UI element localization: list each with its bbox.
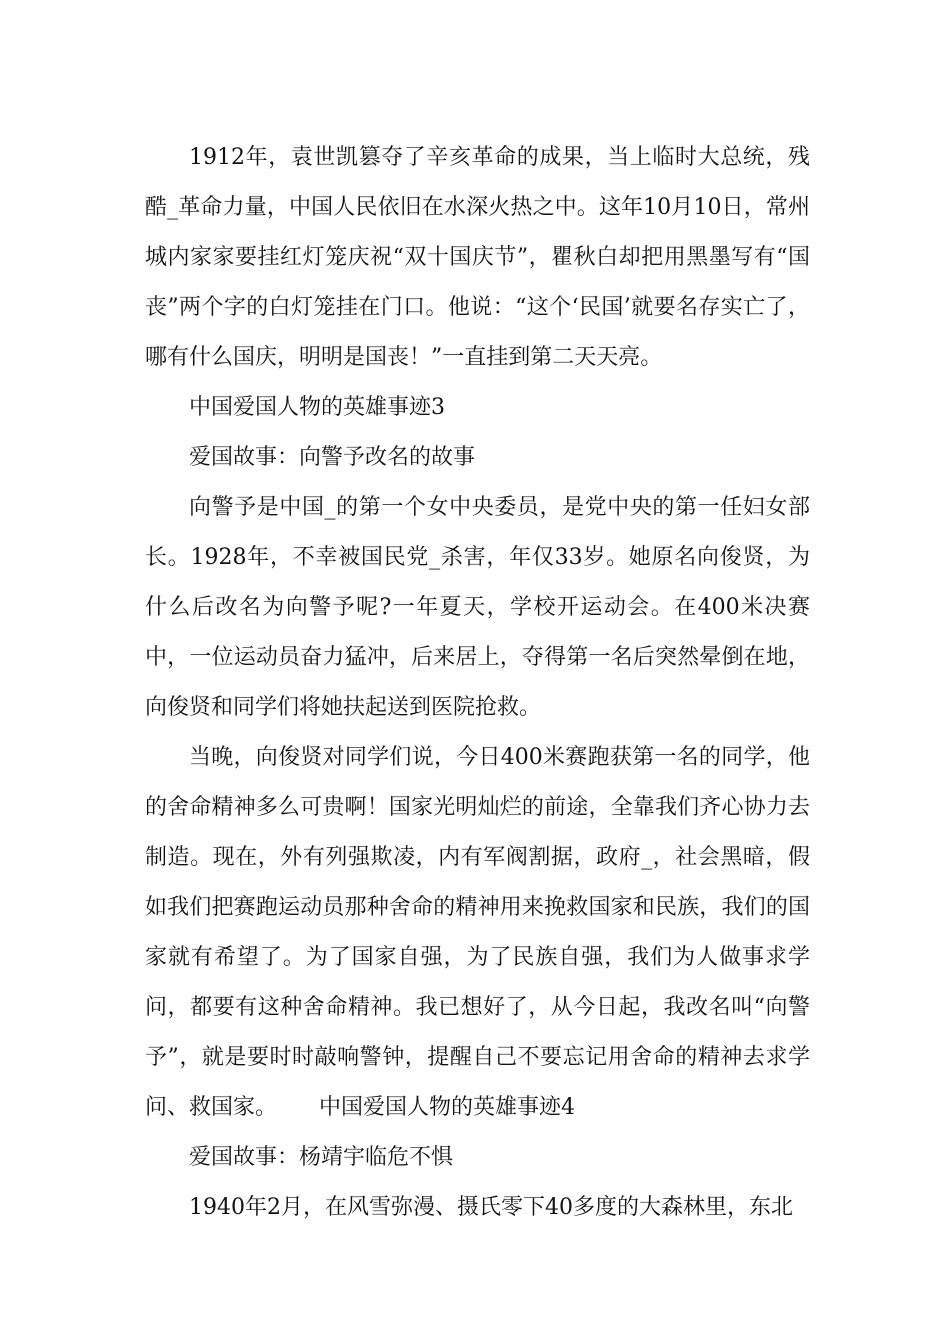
- paragraph-qu-qiubai-story: 1912年，袁世凯篡夺了辛亥革命的成果，当上临时大总统，残酷_革命力量，中国人民依旧在水深火热之中。这年10月10日，常州城内家家要挂红灯笼庆祝“双十国庆节”，瞿秋白却把用黑墨写有“国丧”两个字的白灯笼挂在门口。他说：“这个‘民国’就要名存实亡了，哪有什么国庆，明明是国丧！”一直挂到第二天天亮。: [145, 145, 810, 370]
- section-heading-3: 中国爱国人物的英雄事迹3: [189, 395, 445, 420]
- document-body: [145, 133, 810, 1233]
- paragraph-yang-jingyu-start: 1940年2月，在风雪弥漫、摄氏零下40多度的大森林里，东北: [189, 1195, 793, 1220]
- paragraph-xiang-jingyu-intro: 向警予是中国_的第一个女中央委员，是党中央的第一任妇女部长。1928年，不幸被国民党_杀害，年仅33岁。她原名向俊贤，为什么后改名为向警予呢?一年夏天，学校开运动会。在400米决赛中，一位运动员奋力猛冲，后来居上，夺得第一名后突然晕倒在地，向俊贤和同学们将她扶起送到医院抢救。: [145, 495, 810, 720]
- story-title-xiang-jingyu: 爱国故事：向警予改名的故事: [189, 445, 476, 470]
- story-title-yang-jingyu: 爱国故事：杨靖宇临危不惧: [189, 1145, 454, 1170]
- paragraph-xiang-jingyu-speech: 当晚，向俊贤对同学们说，今日400米赛跑获第一名的同学，他的舍命精神多么可贵啊！国家光明灿烂的前途，全靠我们齐心协力去制造。现在，外有列强欺凌，内有军阀割据，政府_，社会黑暗，假如我们把赛跑运动员那种舍命的精神用来挽救国家和民族，我们的国家就有希望了。为了国家自强，为了民族自强，我们为人做事求学问，都要有这种舍命精神。我已想好了，从今日起，我改名叫“向警予”，就是要时时敲响警钟，提醒自己不要忘记用舍命的精神去求学问、救国家。 中国爱国人物的英雄事迹4: [145, 745, 810, 1120]
